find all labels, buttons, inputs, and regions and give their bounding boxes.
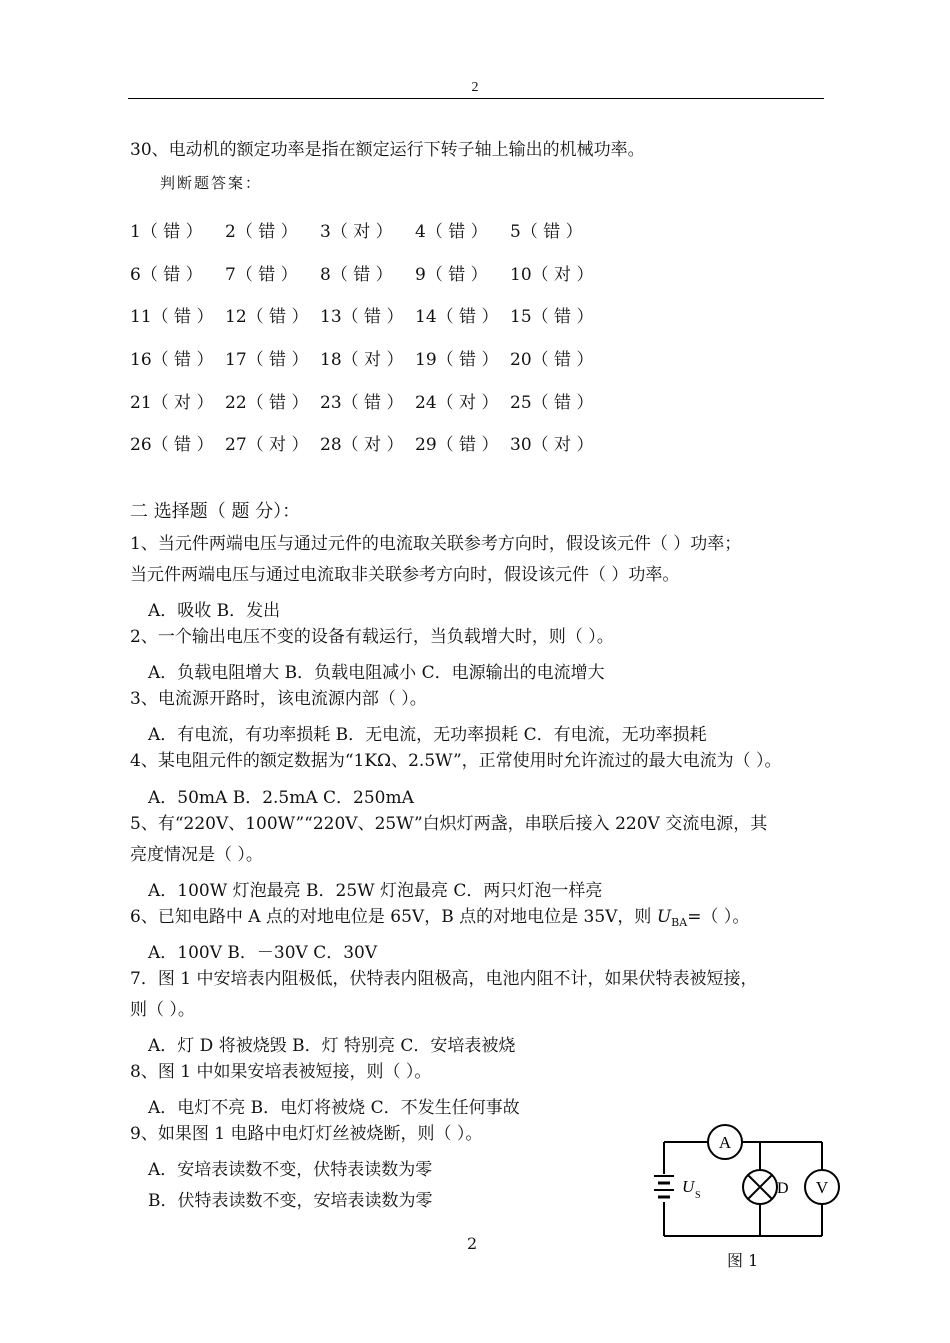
q1-options: A．吸收 B．发出 bbox=[148, 601, 281, 621]
answer-row bbox=[130, 388, 605, 413]
q9-option-b: B．伏特表读数不变，安培表读数为零 bbox=[148, 1191, 433, 1211]
q2-options: A．负载电阻增大 B．负载电阻减小 C．电源输出的电流增大 bbox=[148, 663, 605, 683]
answer-row bbox=[130, 260, 605, 285]
answer-cell: 5（ 错 ） bbox=[510, 222, 583, 242]
answer-cell: 23（ 错 ） bbox=[320, 393, 404, 413]
q6-u: U bbox=[656, 907, 672, 927]
q8-options: A．电灯不亮 B．电灯将被烧 C．不发生任何事故 bbox=[148, 1098, 520, 1118]
q6-tail: =（ ）。 bbox=[687, 907, 750, 927]
answer-cell: 2（ 错 ） bbox=[225, 222, 298, 242]
answer-cell: 27（ 对 ） bbox=[225, 435, 309, 455]
q9: 9、如果图 1 电路中电灯灯丝被烧断，则（ ）。 bbox=[130, 1124, 483, 1144]
source-subscript: S bbox=[695, 1190, 701, 1201]
answer-cell: 14（ 错 ） bbox=[415, 307, 499, 327]
answer-cell: 6（ 错 ） bbox=[130, 265, 203, 285]
header-rule bbox=[128, 98, 824, 99]
answer-cell: 30（ 对 ） bbox=[510, 435, 594, 455]
q9-option-a: A．安培表读数不变，伏特表读数为零 bbox=[148, 1160, 433, 1180]
answer-cell: 25（ 错 ） bbox=[510, 393, 594, 413]
answer-cell: 12（ 错 ） bbox=[225, 307, 309, 327]
lamp-label: D bbox=[777, 1180, 789, 1197]
answer-cell: 28（ 对 ） bbox=[320, 435, 404, 455]
answer-cell: 8（ 错 ） bbox=[320, 265, 393, 285]
answer-cell: 10（ 对 ） bbox=[510, 265, 594, 285]
answer-cell: 18（ 对 ） bbox=[320, 350, 404, 370]
q8: 8、图 1 中如果安培表被短接，则（ ）。 bbox=[130, 1062, 432, 1082]
answer-row bbox=[130, 217, 605, 242]
answer-cell: 9（ 错 ） bbox=[415, 265, 488, 285]
question-30: 30、电动机的额定功率是指在额定运行下转子轴上输出的机械功率。 bbox=[130, 140, 645, 160]
answer-cell: 29（ 错 ） bbox=[415, 435, 499, 455]
answer-cell: 16（ 错 ） bbox=[130, 350, 214, 370]
answer-row bbox=[130, 302, 605, 327]
answer-cell: 7（ 错 ） bbox=[225, 265, 298, 285]
answer-cell: 20（ 错 ） bbox=[510, 350, 594, 370]
q1-line1: 1、当元件两端电压与通过元件的电流取关联参考方向时，假设该元件（ ）功率； bbox=[130, 534, 742, 554]
answer-cell: 1（ 错 ） bbox=[130, 222, 203, 242]
q7-options: A．灯 D 将被烧毁 B．灯 特别亮 C．安培表被烧 bbox=[148, 1036, 516, 1056]
answer-cell: 19（ 错 ） bbox=[415, 350, 499, 370]
source-label: U bbox=[682, 1177, 695, 1196]
answer-cell: 26（ 错 ） bbox=[130, 435, 214, 455]
q1-line2: 当元件两端电压与通过电流取非关联参考方向时，假设该元件（ ）功率。 bbox=[130, 565, 680, 585]
q5-line1: 5、有“220V、100W”“220V、25W”白炽灯两盏，串联后接入 220V 交流电源，其 bbox=[130, 814, 768, 834]
ammeter-label: A bbox=[718, 1133, 732, 1152]
answer-row bbox=[130, 430, 605, 455]
answer-cell: 11（ 错 ） bbox=[130, 307, 214, 327]
q3-options: A．有电流，有功率损耗 B．无电流，无功率损耗 C．有电流，无功率损耗 bbox=[148, 725, 707, 745]
q2: 2、一个输出电压不变的设备有载运行，当负载增大时，则（ ）。 bbox=[130, 627, 614, 647]
section-2-title: 二 选择题（ 题 分）： bbox=[130, 501, 301, 522]
q4-options: A．50mA B．2.5mA C．250mA bbox=[148, 788, 414, 808]
answer-cell: 17（ 错 ） bbox=[225, 350, 309, 370]
page-number: 2 bbox=[471, 80, 479, 95]
answer-cell: 15（ 错 ） bbox=[510, 307, 594, 327]
answer-cell: 3（ 对 ） bbox=[320, 222, 393, 242]
answer-cell: 4（ 错 ） bbox=[415, 222, 488, 242]
q5-options: A．100W 灯泡最亮 B．25W 灯泡最亮 C．两只灯泡一样亮 bbox=[148, 881, 603, 901]
q6-text: 6、已知电路中 A 点的对地电位是 65V，B 点的对地电位是 35V，则 bbox=[130, 907, 657, 927]
footer-page-mark: 2 bbox=[467, 1234, 478, 1253]
answer-row bbox=[130, 345, 605, 370]
q7-line1: 7．图 1 中安培表内阻极低，伏特表内阻极高，电池内阻不计，如果伏特表被短接， bbox=[130, 969, 758, 989]
answers-heading: 判断题答案： bbox=[160, 174, 263, 192]
answer-cell: 13（ 错 ） bbox=[320, 307, 404, 327]
q6 bbox=[130, 907, 749, 933]
q4: 4、某电阻元件的额定数据为“1KΩ、2.5W”，正常使用时允许流过的最大电流为（ ）。 bbox=[130, 751, 782, 771]
answer-cell: 24（ 对 ） bbox=[415, 393, 499, 413]
answer-cell: 22（ 错 ） bbox=[225, 393, 309, 413]
q6-subscript: BA bbox=[671, 916, 688, 929]
voltmeter-label: V bbox=[815, 1178, 829, 1197]
answer-cell: 21（ 对 ） bbox=[130, 393, 214, 413]
battery-icon bbox=[654, 1176, 674, 1197]
q6-options: A．100V B．－30V C．30V bbox=[148, 943, 378, 963]
q3: 3、电流源开路时，该电流源内部（ ）。 bbox=[130, 689, 427, 709]
q5-line2: 亮度情况是（ ）。 bbox=[130, 845, 263, 865]
q7-line2: 则（ ）。 bbox=[130, 1000, 195, 1020]
figure-caption: 图 1 bbox=[727, 1251, 759, 1270]
